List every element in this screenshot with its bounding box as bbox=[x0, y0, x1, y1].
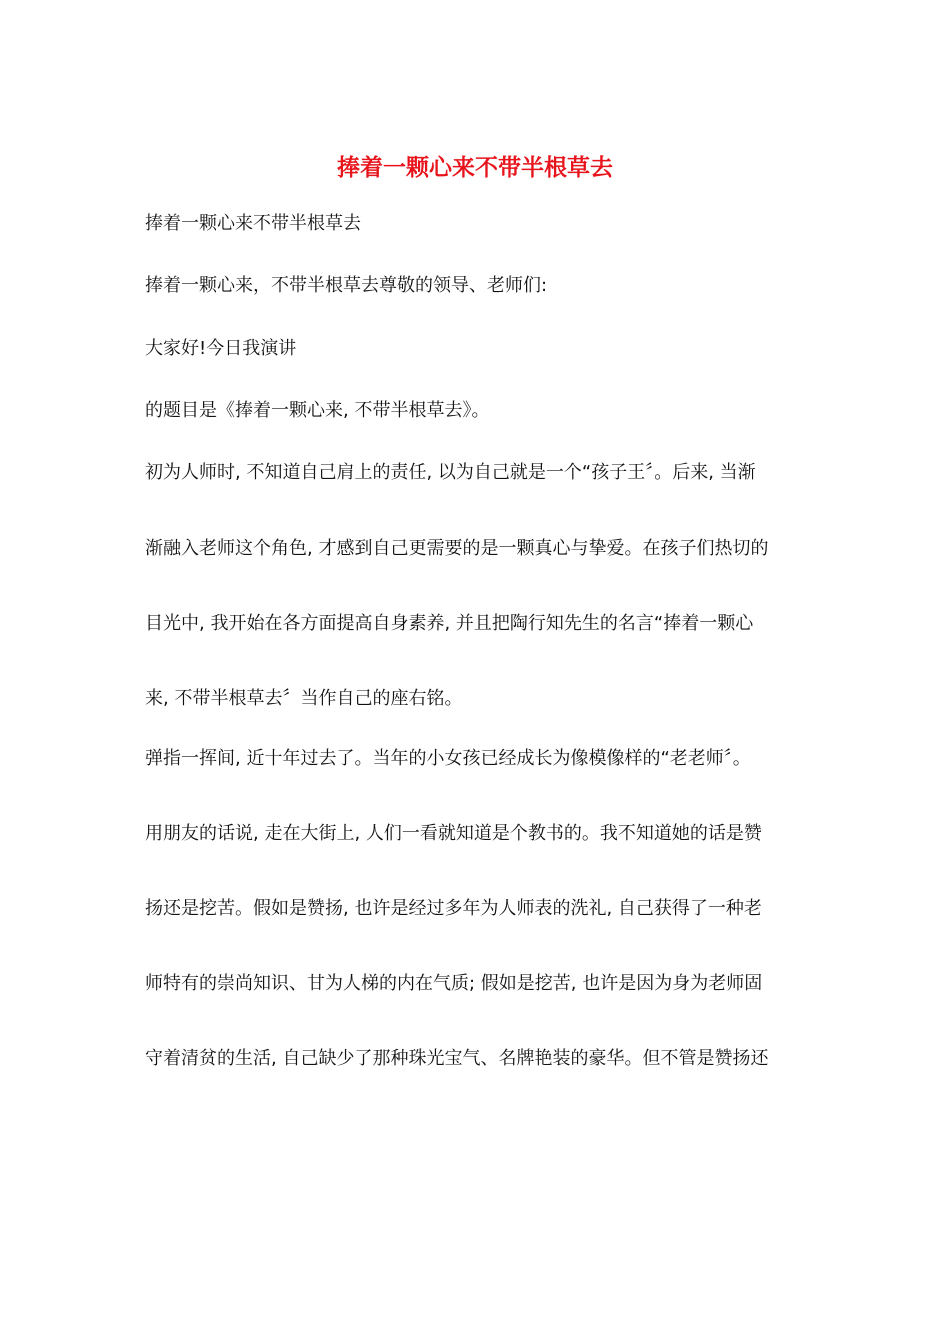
text-line-9: 弹指一挥间, 近十年过去了。当年的小女孩已经成长为像模像样的“老老师〞。 bbox=[145, 748, 751, 769]
document-title: 捧着一颗心来不带半根草去 bbox=[337, 155, 613, 181]
text-line-10: 用朋友的话说, 走在大街上, 人们一看就知道是个教书的。我不知道她的话是赞 bbox=[145, 823, 762, 844]
text-line-7: 目光中, 我开始在各方面提高自身素养, 并且把陶行知先生的名言“捧着一颗心 bbox=[145, 613, 754, 634]
text-line-5: 初为人师时, 不知道自己肩上的责任, 以为自己就是一个“孩子王〞。后来, 当渐 bbox=[145, 462, 756, 483]
text-line-8: 来, 不带半根草去〞当作自己的座右铭。 bbox=[145, 688, 463, 709]
text-line-2: 捧着一颗心来，不带半根草去尊敬的领导、老师们: bbox=[145, 275, 548, 296]
text-line-13: 守着清贫的生活, 自己缺少了那种珠光宝气、名牌艳装的豪华。但不管是赞扬还 bbox=[145, 1048, 769, 1069]
text-line-3: 大家好!今日我演讲 bbox=[145, 338, 297, 359]
text-line-4: 的题目是《捧着一颗心来, 不带半根草去》。 bbox=[145, 400, 490, 421]
text-line-11: 扬还是挖苦。假如是赞扬, 也许是经过多年为人师表的洗礼, 自己获得了一种老 bbox=[145, 898, 762, 919]
text-line-12: 师特有的崇尚知识、甘为人梯的内在气质; 假如是挖苦, 也许是因为身为老师固 bbox=[145, 973, 763, 994]
text-line-1: 捧着一颗心来不带半根草去 bbox=[145, 213, 361, 234]
text-line-6: 渐融入老师这个角色, 才感到自己更需要的是一颗真心与挚爱。在孩子们热切的 bbox=[145, 538, 769, 559]
